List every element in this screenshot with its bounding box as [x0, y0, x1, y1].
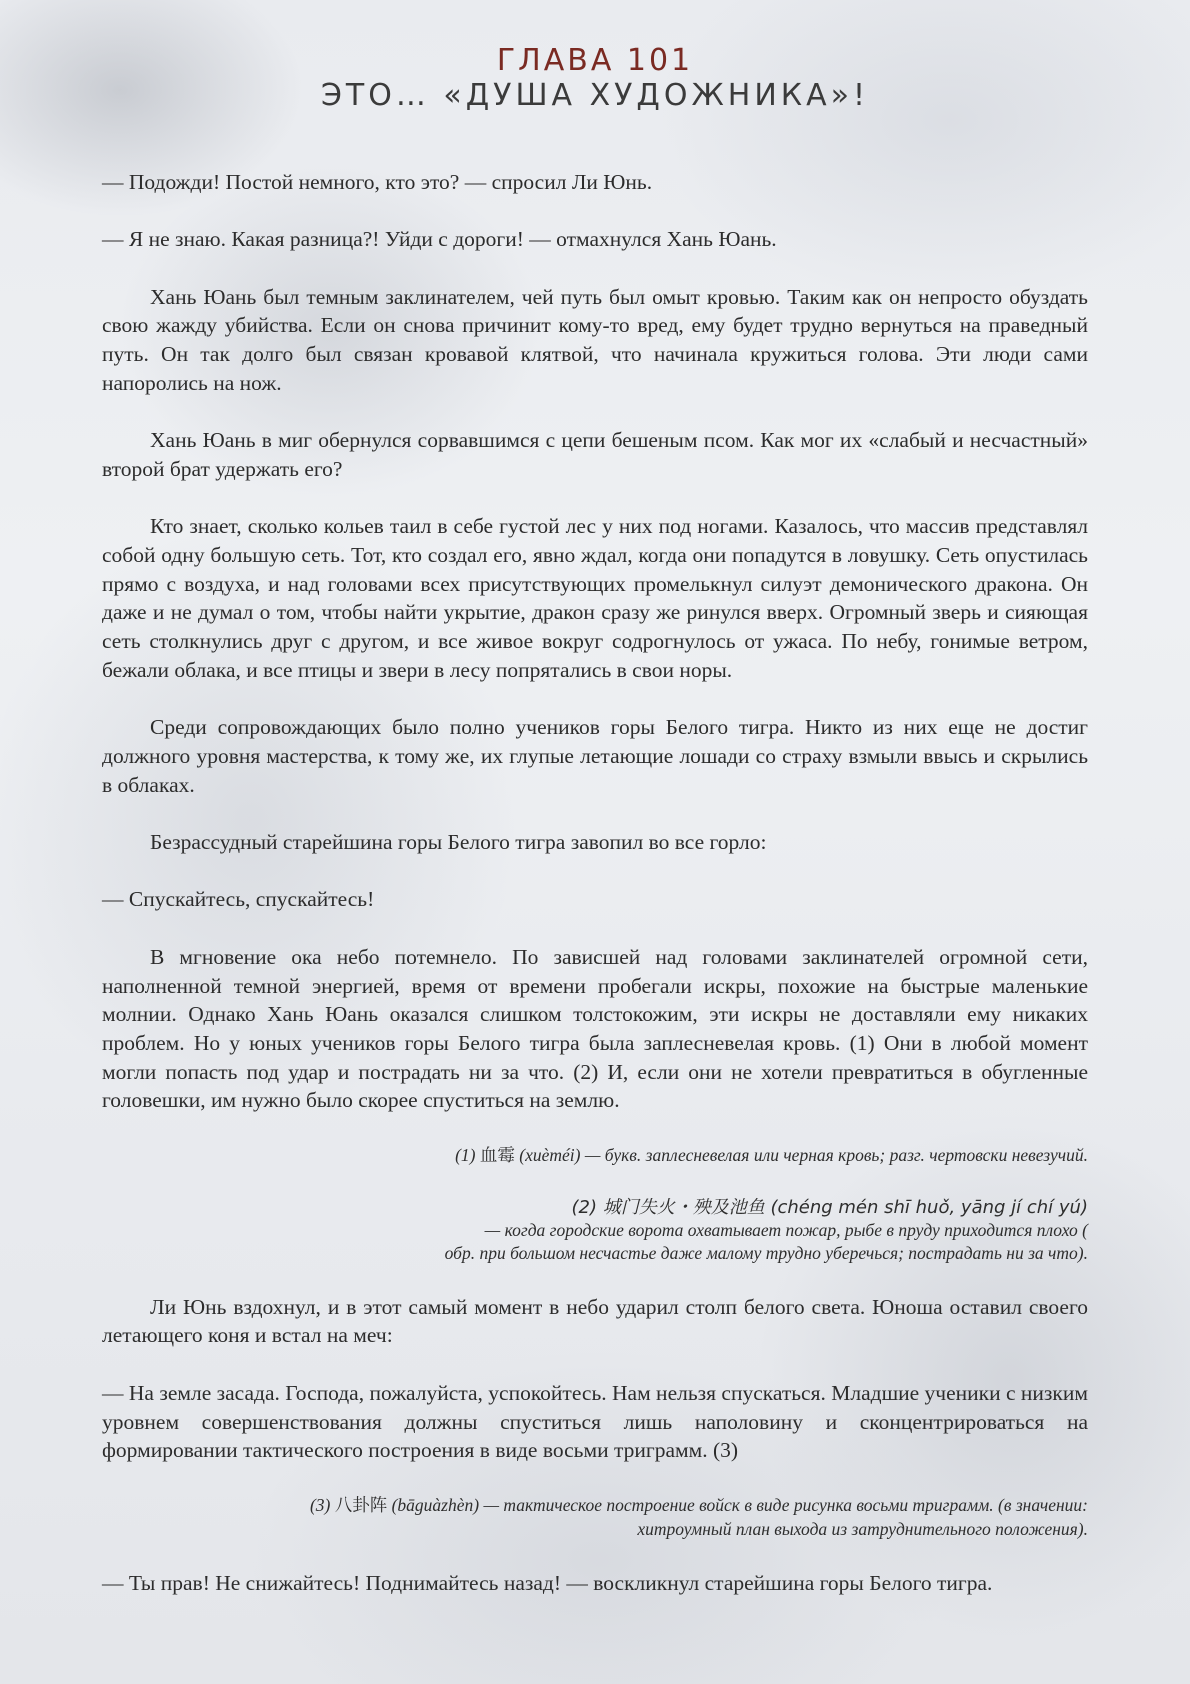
paragraph: Ли Юнь вздохнул, и в этот самый момент в небо ударил столп белого света. Юноша оставил своего летающего коня и встал на меч: [102, 1294, 1088, 1348]
paragraph: — На земле засада. Господа, пожалуйста, успокойтесь. Нам нельзя спускаться. Младшие ученики с низким уровнем совершенствования должны спуститься лишь наполовину и сконцентрироваться на формировании тактического построения в виде восьми триграмм. (3) [102, 1380, 1088, 1463]
chapter-body [102, 168, 1088, 1626]
footnote-3 [102, 1494, 1088, 1541]
paragraph: Кто знает, сколько кольев таил в себе густой лес у них под ногами. Казалось, что массив представлял собой одну большую сеть. Тот, кто создал его, явно ждал, когда они попадутся в ловушку. Сеть опустилась прямо с воздуха, и над головами всех присутствующих промелькнул силуэт демонического дракона. Он даже и не думал о том, чтобы найти укрытие, дракон сразу же ринулся вверх. Огромный зверь и сияющая сеть столкнулись друг с другом, и все живое вокруг содрогнулось от ужаса. По небу, гонимые ветром, бежали облака, и все птицы и звери в лесу попрятались в свои норы. [102, 514, 1088, 682]
paragraph: Хань Юань в миг обернулся сорвавшимся с цепи бешеным псом. Как мог их «слабый и несчастный» второй брат удержать его? [102, 428, 1088, 481]
footnote-line: — когда городские ворота охватывает пожар, рыбе в пруду приходится плохо ( [484, 1219, 1088, 1240]
footnote-number: (3) [309, 1494, 331, 1515]
paragraph: Среди сопровождающих было полно учеников горы Белого тигра. Никто из них еще не достиг должного уровня мастерства, к тому же, их глупые летающие лошади со страху взмыли ввысь и скрылись в облаках. [102, 715, 1088, 797]
footnote-text: (xuèméi) — букв. заплесневелая или черная кровь; разг. чертовски невезучий. [519, 1144, 1088, 1165]
chapter-number: ГЛАВА 101 [496, 43, 694, 78]
paragraph: — Подожди! Постой немного, кто это? — спросил Ли Юнь. [102, 170, 653, 194]
paragraph: — Я не знаю. Какая разница?! Уйди с дороги! — отмахнулся Хань Юань. [102, 227, 777, 252]
footnote-heading: (2) 城门失火・殃及池鱼 (chéng mén shī huǒ, yāng jí chí yú) [571, 1196, 1088, 1218]
footnote-text: (bāguàzhèn) — тактическое построение войск в виде рисунка восьми триграмм. (в значении: [391, 1494, 1088, 1515]
chapter-header [0, 44, 1190, 113]
paragraph: — Ты прав! Не снижайтесь! Поднимайтесь назад! — воскликнул старейшина горы Белого тигра. [102, 1570, 993, 1595]
footnote-number: (1) [455, 1144, 476, 1165]
footnote-1 [102, 1144, 1088, 1168]
paragraph: — Спускайтесь, спускайтесь! [102, 887, 375, 912]
footnote-2 [102, 1196, 1088, 1265]
paragraph: Безрассудный старейшина горы Белого тигра завопил во все горло: [150, 830, 767, 855]
footnote-line: хитроумный план выхода из затруднительного положения). [637, 1518, 1088, 1539]
chapter-title: ЭТО… «ДУША ХУДОЖНИКА»! [320, 78, 870, 113]
footnote-hanzi: 血霉 [479, 1145, 515, 1166]
footnote-hanzi: 八卦阵 [334, 1495, 388, 1516]
paragraph: Хань Юань был темным заклинателем, чей путь был омыт кровью. Таким как он непросто обуздать свою жажду убийства. Если он снова причинит кому-то вред, ему будет трудно вернуться на праведный путь. Он так долго был связан кровавой клятвой, что начинала кружиться голова. Эти люди сами напоролись на нож. [102, 284, 1088, 395]
footnote-line: обр. при большом несчастье даже малому трудно уберечься; пострадать ни за что). [444, 1242, 1088, 1263]
paragraph: В мгновение ока небо потемнело. По зависшей над головами заклинателей огромной сети, наполненной темной энергией, время от времени пробегали искры, похожие на быстрые маленькие молнии. Однако Хань Юань оказался слишком толстокожим, эти искры не доставляли ему никаких проблем. Но у юных учеников горы Белого тигра была заплесневелая кровь. (1) Они в любой момент могли попасть под удар и пострадать ни за что. (2) И, если они не хотели превратиться в обугленные головешки, им нужно было скорее спуститься на землю. [102, 944, 1088, 1113]
